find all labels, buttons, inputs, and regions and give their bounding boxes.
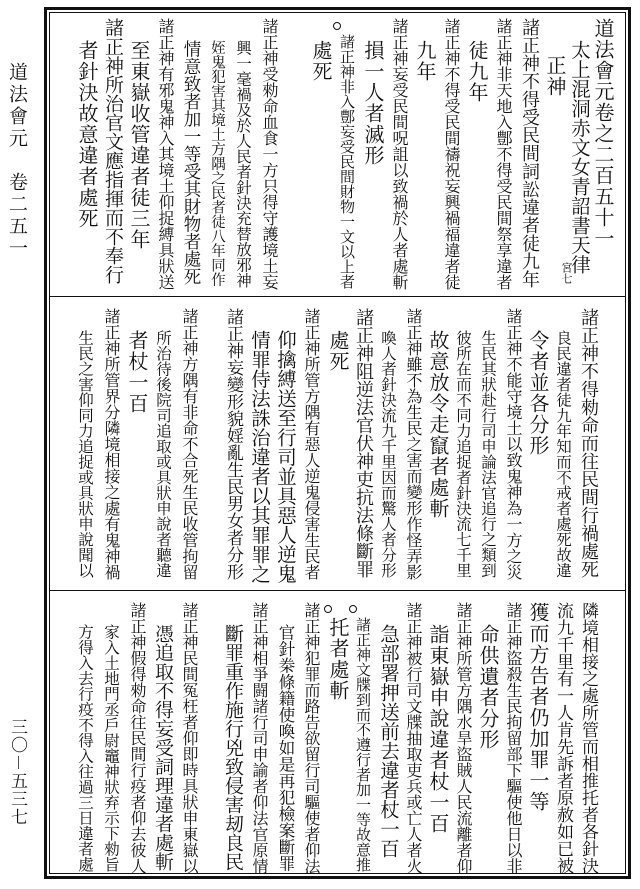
text-column: 諸正神不得受民間禱祝妄興禍福違者徒 bbox=[442, 18, 461, 290]
text-column: 詣東嶽申說違者杖一百 bbox=[426, 624, 450, 834]
text-column: 諸正神受勑命血食一方只得守護境土妄 bbox=[260, 18, 279, 290]
text-column: 諸正神不得勑命而往民間行禍處死 bbox=[578, 308, 599, 578]
text-column: 諸正神盜殺生民拘留部下驅使他日以非 bbox=[504, 602, 523, 874]
text-column: 諸正神假得勑命往民間行疫者仰去彼人 bbox=[128, 602, 147, 874]
section-circle-mark bbox=[324, 605, 332, 613]
text-column: 命供遺者分形 bbox=[476, 624, 500, 750]
text-column: 者針決故意違者處死 bbox=[75, 40, 99, 229]
text-column: 損一人者滅形 bbox=[361, 40, 385, 166]
text-column: 官針桊條籍使喚如是再犯檢案斷罪 bbox=[276, 624, 295, 872]
text-column: 正神 bbox=[543, 55, 567, 97]
text-column: 諸正神不得受民間詞訟違者徒九年 bbox=[519, 18, 540, 288]
text-column: 諸正神相爭闘諸行司申諭者仰法官原情 bbox=[250, 602, 269, 874]
margin-page-number: 三〇－五三七 bbox=[7, 718, 27, 826]
text-column: 處死 bbox=[326, 330, 350, 372]
text-column: 諸正神文牒到而不遵行者加一等故意推 bbox=[354, 617, 372, 872]
text-column: 諸正神所管方隅水旱盜賊人民流離者仰 bbox=[454, 602, 473, 874]
text-column: 諸正神方隅有非命不合死生民收管拘留 bbox=[180, 308, 199, 580]
text-column: 方得入去行疫不得入往過三日違者處 bbox=[76, 624, 94, 872]
text-column: 徒九年 bbox=[465, 40, 489, 103]
subtitle: 太上混洞赤文女青詔書天律 bbox=[568, 40, 591, 274]
text-column: 諸正神雖不為生民之害而變形作怪弄影 bbox=[404, 308, 423, 580]
text-column: 處死 bbox=[309, 40, 333, 82]
text-column: 獲而方告者仍加罪一等 bbox=[526, 602, 550, 812]
register-divider-lower bbox=[49, 590, 626, 591]
text-column: 諸正神所管方隅有惡人逆鬼侵害生民者 bbox=[302, 308, 321, 580]
section-mark: 宮七 bbox=[560, 262, 573, 284]
margin-book-title: 道法會元 卷二五一 bbox=[6, 62, 28, 260]
text-column: 諸正神非天地入鄷不得受民間祭享違者 bbox=[494, 18, 513, 290]
register-divider-upper bbox=[49, 296, 626, 297]
text-column: 隣境相接之處所管而相推托者各針決 bbox=[578, 602, 598, 874]
text-column: 生民之害仰同力追捉或具狀申說聞以 bbox=[76, 330, 94, 578]
text-column: 諸正神妄變形貌婬亂生民男女者分形 bbox=[223, 308, 243, 580]
text-column: 諸正神妄受民間呪詛以致禍於人者處斬 bbox=[390, 18, 409, 290]
text-column: 所治待後院司追取或具狀申說者聽違 bbox=[154, 330, 172, 578]
text-column: 家入土地門丞戶尉竈神狀弃示下勑旨 bbox=[102, 624, 120, 872]
text-column: 諸正神被行司文牒抽取吏兵或亡人者火 bbox=[404, 602, 423, 874]
text-column: 故意放令走竄者處斬 bbox=[426, 330, 450, 519]
text-column: 諸正神有邪鬼神入其境土仰捉縛具狀送 bbox=[156, 18, 175, 290]
text-column: 斷罪重作施行兇致侵害刼良民 bbox=[222, 624, 244, 871]
text-column: 九年 bbox=[413, 40, 437, 82]
text-column: 憑追取不得妄受詞理違者處斬 bbox=[152, 624, 174, 871]
text-column: 喚人者針決流九千里因而驚人者分形 bbox=[379, 330, 397, 578]
text-column: 托者處斬 bbox=[326, 617, 350, 701]
text-column: 令者並各分形 bbox=[526, 330, 550, 456]
text-column: 諸正神非入鄷妄受民間財物一文以上者 bbox=[338, 34, 356, 289]
text-column: 仰擒縛送至行司並具惡人逆鬼 bbox=[274, 330, 297, 584]
text-column: 諸正神所管界分隣境相接之處有鬼神禍 bbox=[102, 308, 121, 580]
text-column: 者杖一百 bbox=[125, 330, 149, 414]
text-column: 至東嶽收管違者徒三年 bbox=[127, 40, 151, 250]
text-column: 急部署押送前去違者杖一百 bbox=[377, 624, 400, 858]
text-column: 諸正神所治官文應指揮而不奉行 bbox=[102, 18, 124, 284]
text-column: 諸正神阻逆法官伏神吏抗法條斷罪 bbox=[353, 308, 374, 578]
text-column: 情意致者加一等受其財物者處死 bbox=[181, 40, 201, 285]
section-circle-mark bbox=[349, 605, 357, 613]
text-column: 諸正神不能守境土以致鬼神為一方之災 bbox=[504, 308, 523, 580]
text-column: 姪鬼犯害其境土方隅之民者徒八年同作 bbox=[209, 40, 225, 287]
text-column: 諸正神民間冤枉者仰即時具狀申東嶽以 bbox=[180, 602, 199, 874]
section-circle-mark bbox=[333, 22, 341, 30]
text-column: 諸正神犯罪而路告欲留行司驅使者仰法 bbox=[302, 602, 321, 874]
text-column: 良民違者徒九年知而不戒者處死故違 bbox=[554, 330, 572, 578]
text-column: 生民其狀赴行司申論法官追行之類到 bbox=[479, 330, 497, 578]
text-column: 興一毫禍及於人民者針決充替放邪神 bbox=[234, 40, 252, 288]
text-column: 彼所在而不同力追捉者針決流七千里 bbox=[454, 330, 472, 578]
text-column: 情罪侍法誅治違者以其罪罪之 bbox=[248, 330, 271, 584]
text-column: 流九千里有一人肯先訴者原赦如已被 bbox=[553, 602, 573, 874]
volume-title: 道法會元卷之二百五十一 bbox=[591, 18, 615, 249]
